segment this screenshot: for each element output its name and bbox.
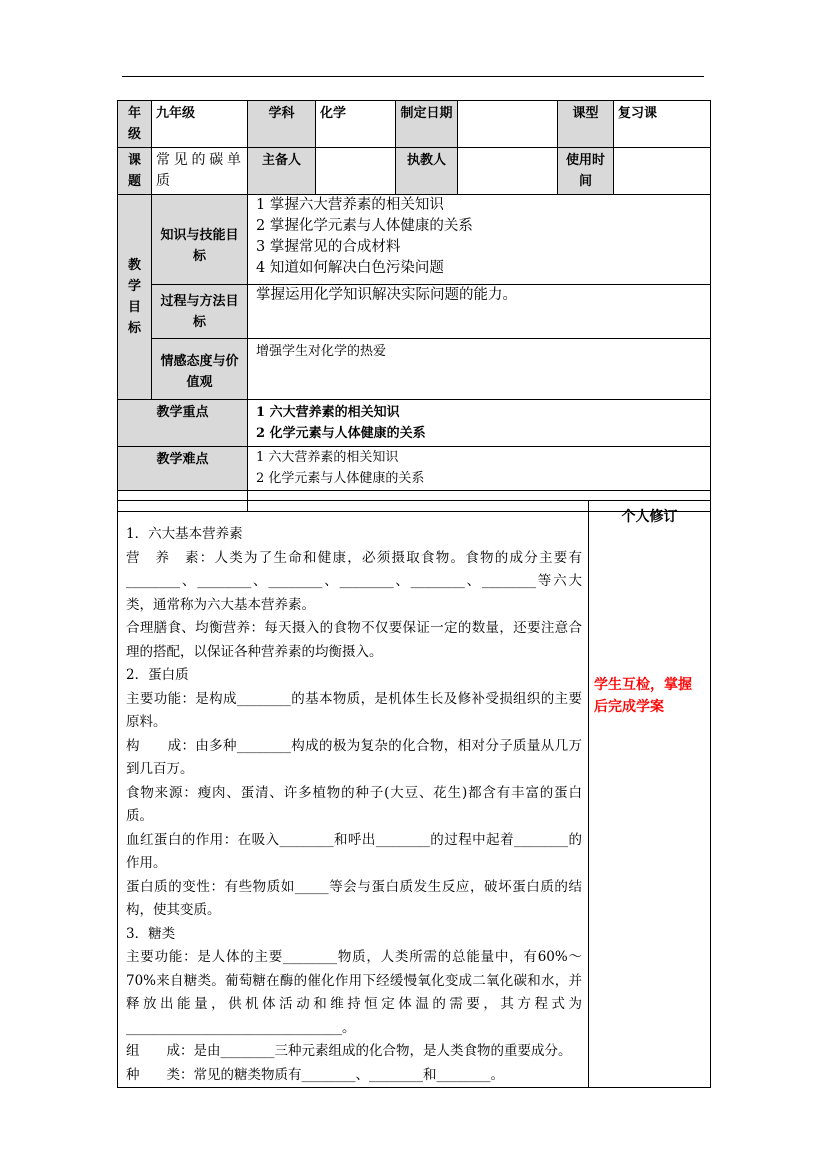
emotion-label: 情感态度与价值观 xyxy=(152,339,248,400)
lesson-content-table xyxy=(117,500,711,1088)
type-label: 课型 xyxy=(558,101,614,148)
topic-label: 课题 xyxy=(118,148,152,195)
content-line: 组 成：是由________三种元素组成的化合物，是人类食物的重要成分。 xyxy=(126,1043,572,1059)
teacher-value xyxy=(458,148,558,195)
key-points xyxy=(248,400,711,447)
content-line: 构 成：由多种________构成的极为复杂的化合物，相对分子质量从几万到几百万。 xyxy=(126,737,582,777)
content-line: 种 类：常见的糖类物质有________、________和________。 xyxy=(126,1066,504,1083)
lesson-content xyxy=(118,501,589,1088)
teacher-label: 执教人 xyxy=(396,148,458,195)
difficult-point-item: 1 六大营养素的相关知识 xyxy=(256,450,399,465)
content-line: 血红蛋白的作用：在吸入________和呼出________的过程中起着________的作用。 xyxy=(126,831,582,871)
difficult-points-label: 教学难点 xyxy=(118,447,248,491)
content-line: 食物来源：瘦肉、蛋清、许多植物的种子(大豆、花生)都含有丰富的蛋白质。 xyxy=(126,784,582,824)
time-value xyxy=(614,148,711,195)
content-line: 合理膳食、均衡营养：每天摄入的食物不仅要保证一定的数量，还要注意合理的搭配，以保证各种营养素的均衡摄入。 xyxy=(126,620,582,660)
content-line: 主要功能：是构成________的基本物质，是机体生长及修补受损组织的主要原料。 xyxy=(126,690,582,730)
subject-value: 化学 xyxy=(316,101,396,148)
process-label: 过程与方法目标 xyxy=(152,285,248,339)
objectives-label: 教学目标 xyxy=(118,195,152,400)
process-objective: 掌握运用化学知识解决实际问题的能力。 xyxy=(248,285,711,339)
content-line: 营 养 素：人类为了生命和健康，必须摄取食物。食物的成分主要有________、________、________、________、________、________等六大类，通常称为六大基本营养素。 xyxy=(126,549,582,613)
type-value: 复习课 xyxy=(614,101,711,148)
key-point-item: 2 化学元素与人体健康的关系 xyxy=(256,426,426,441)
revision-column xyxy=(589,501,711,1088)
content-line: 2．蛋白质 xyxy=(126,667,189,683)
knowledge-label: 知识与技能目标 xyxy=(152,195,248,285)
content-line: 主要功能：是人体的主要________物质，人类所需的总能量中，有60%～70%来自糖类。葡萄糖在酶的催化作用下经缓慢氧化变成二氧化碳和水，并释放出能量，供机体活动和维持恒定体温的需要，其方程式为________________________________。 xyxy=(126,949,582,1036)
knowledge-objectives xyxy=(248,195,711,285)
preparer-value xyxy=(316,148,396,195)
date-value xyxy=(458,101,558,148)
knowledge-item: 2 掌握化学元素与人体健康的关系 xyxy=(256,218,473,234)
topic-value: 常见的碳单质 xyxy=(152,148,248,195)
subject-label: 学科 xyxy=(248,101,316,148)
emotion-objective: 增强学生对化学的热爱 xyxy=(248,339,711,400)
content-line: 蛋白质的变性：有些物质如_____等会与蛋白质发生反应，破坏蛋白质的结构，使其变质。 xyxy=(126,878,582,918)
content-line: 3．糖类 xyxy=(126,925,176,942)
key-points-label: 教学重点 xyxy=(118,400,248,447)
header-rule xyxy=(122,76,704,77)
grade-value: 九年级 xyxy=(152,101,248,148)
knowledge-item: 4 知道如何解决白色污染问题 xyxy=(256,260,444,276)
difficult-point-item: 2 化学元素与人体健康的关系 xyxy=(256,471,425,486)
content-line: 1．六大基本营养素 xyxy=(126,526,243,542)
revision-note: 学生互检，掌握后完成学案 xyxy=(594,677,692,715)
date-label: 制定日期 xyxy=(396,101,458,148)
grade-label: 年级 xyxy=(118,101,152,148)
key-point-item: 1 六大营养素的相关知识 xyxy=(256,405,400,420)
knowledge-item: 3 掌握常见的合成材料 xyxy=(256,239,401,255)
knowledge-item: 1 掌握六大营养素的相关知识 xyxy=(256,197,444,213)
time-label: 使用时间 xyxy=(558,148,614,195)
preparer-label: 主备人 xyxy=(248,148,316,195)
revision-label: 个人修订 xyxy=(621,509,678,525)
lesson-info-table xyxy=(117,100,711,512)
difficult-points xyxy=(248,447,711,491)
